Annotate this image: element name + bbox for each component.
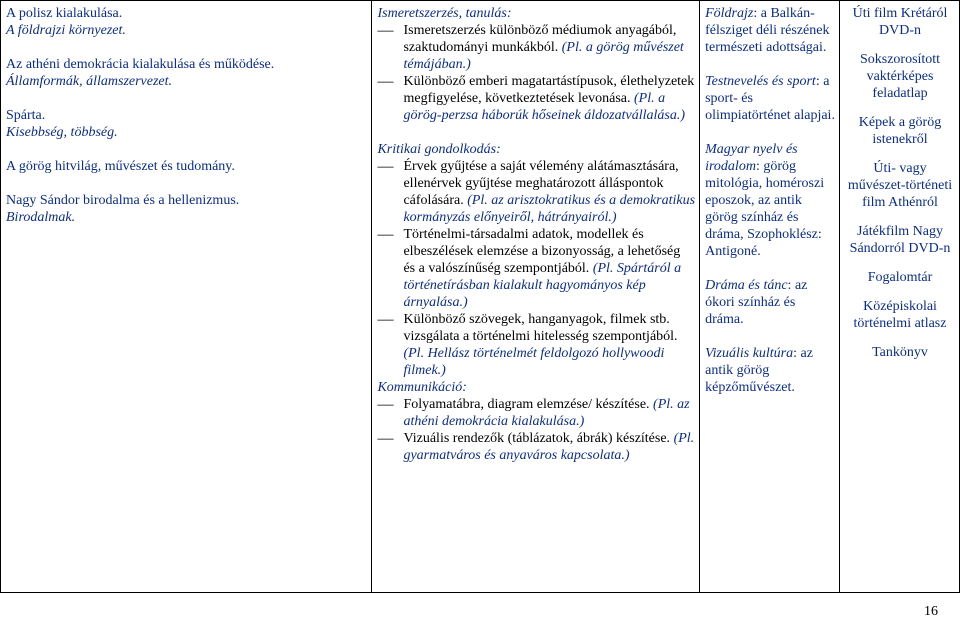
skill-item-text: Vizuális rendezők (táblázatok, ábrák) készítése. (Pl. gyarmatváros és anyaváros kapcsolata.) <box>403 431 695 463</box>
resource-item: Fogalomtár <box>867 270 933 285</box>
resource-item: Úti- vagy művészet-történeti film Athénról <box>847 161 953 210</box>
skill-item-text: Különböző emberi magatartástípusok, élethelyzetek megfigyelése, következtetések levonása. (Pl. a görög-perzsa háborúk hőseinek áldozatvállalása.) <box>403 74 695 123</box>
topic-line: Birodalmak. <box>6 210 76 225</box>
connection-entry: Vizuális kultúra: az antik görög képzőművészet. <box>705 346 813 395</box>
dash-bullet-icon <box>377 73 403 124</box>
crosscurricular-column <box>700 1 840 593</box>
skill-item <box>377 73 695 124</box>
dash-bullet-icon <box>377 22 403 73</box>
skill-item <box>377 22 695 73</box>
topic-line: Az athéni demokrácia kialakulása és működése. <box>6 57 275 72</box>
dash-bullet-icon <box>377 396 403 430</box>
skill-item <box>377 430 695 464</box>
topic-line: A polisz kialakulása. <box>6 6 123 21</box>
skill-item <box>377 396 695 430</box>
skill-item-text: Ismeretszerzés különböző médiumok anyagából, szaktudományi munkákból. (Pl. a görög művészet témájában.) <box>403 23 684 72</box>
skill-item-text: Folyamatábra, diagram elemzése/ készítése. (Pl. az athéni demokrácia kialakulása.) <box>403 397 690 429</box>
dash-bullet-icon <box>377 311 403 379</box>
connection-entry: Magyar nyelv és irodalom: görög mitológia, homéroszi eposzok, az antik görög színház és dráma, Szophoklész: Antigoné. <box>705 142 825 259</box>
section-heading: Ismeretszerzés, tanulás: <box>377 6 512 21</box>
dash-bullet-icon <box>377 226 403 311</box>
section-heading: Kritikai gondolkodás: <box>377 142 501 157</box>
skill-item <box>377 311 695 379</box>
skill-item <box>377 226 695 311</box>
resource-item: Úti film Krétáról DVD-n <box>852 6 948 38</box>
skill-item <box>377 158 695 226</box>
page-number: 16 <box>924 604 938 619</box>
resource-item: Játékfilm Nagy Sándorról DVD-n <box>849 224 951 256</box>
resource-item: Középiskolai történelmi atlasz <box>853 299 947 331</box>
resource-item: Tankönyv <box>872 345 928 360</box>
topics-column <box>1 1 372 593</box>
connection-entry: Földrajz: a Balkán-félsziget déli részének természeti adottságai. <box>705 6 830 55</box>
skill-item-text: Különböző szövegek, hanganyagok, filmek stb. vizsgálata a történelmi hitelesség szempontjából. (Pl. Hellász történelmét feldolgozó hollywoodi filmek.) <box>403 312 678 378</box>
section-heading: Kommunikáció: <box>377 380 467 395</box>
resource-item: Sokszorosított vaktérképes feladatlap <box>859 52 941 101</box>
topic-line: Államformák, államszervezet. <box>6 74 173 89</box>
topic-line: Nagy Sándor birodalma és a hellenizmus. <box>6 193 240 208</box>
resources-column <box>840 1 960 593</box>
topic-line: A földrajzi környezet. <box>6 23 126 38</box>
topic-line: Kisebbség, többség. <box>6 125 118 140</box>
resource-item: Képek a görög istenekről <box>858 115 942 147</box>
skill-item-text: Történelmi-társadalmi adatok, modellek és elbeszélések elemzése a bizonyosság, a lehetőség és a valószínűség szempontjából. (Pl. Spártáról a történetírásban kialakult hagyományos kép árnyalása.) <box>403 227 682 310</box>
skills-column <box>372 1 700 593</box>
skill-item-text: Érvek gyűjtése a saját vélemény alátámasztására, ellenérvek gyűjtése meghatározott álláspontok cáfolására. (Pl. az arisztokratikus és a demokratikus kormányzás előnyeiről, hátrányairól.) <box>403 159 696 225</box>
connection-entry: Dráma és tánc: az ókori színház és dráma. <box>705 278 808 327</box>
topic-line: Spárta. <box>6 108 46 123</box>
dash-bullet-icon <box>377 430 403 464</box>
dash-bullet-icon <box>377 158 403 226</box>
topic-line: A görög hitvilág, művészet és tudomány. <box>6 159 235 174</box>
connection-entry: Testnevelés és sport: a sport- és olimpiatörténet alapjai. <box>705 74 835 123</box>
